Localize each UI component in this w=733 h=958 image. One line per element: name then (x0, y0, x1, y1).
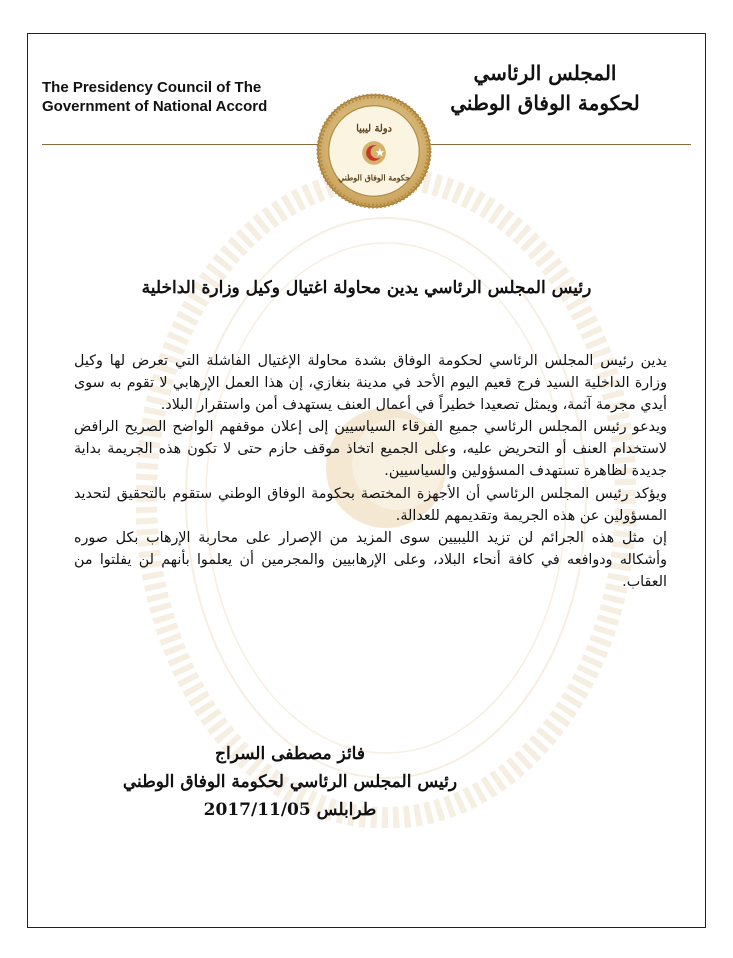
crescent-star-icon (362, 141, 386, 165)
signatory-name: فائز مصطفى السراج (215, 744, 365, 764)
header-org-arabic-line2: لحكومة الوفاق الوطني (450, 91, 640, 115)
body-paragraph-3: ويؤكد رئيس المجلس الرئاسي أن الأجهزة المختصة بحكومة الوفاق الوطني ستقوم بالتحقيق لتحديد المسؤولين عن هذه الجريمة وتقديمهم للعدالة. (74, 485, 667, 524)
state-seal-logo (315, 92, 433, 210)
header-org-arabic-line1: المجلس الرئاسي (473, 61, 617, 85)
signatory-position: رئيس المجلس الرئاسي لحكومة الوفاق الوطني (122, 772, 458, 792)
body-paragraph-1: يدين رئيس المجلس الرئاسي لحكومة الوفاق بشدة محاولة الإغتيال الفاشلة التي تعرض لها وكيل وزارة الداخلية السيد فرج قعيم اليوم الأحد في مدينة بنغازي، إن هذا العمل الإرهابي لا تقوم به سوى أيدي مجرمة آثمة، ويمثل تصعيدا خطيراً في أعمال العنف يستهدف أمن واستقرار البلاد. (74, 353, 667, 414)
header-org-english-line2: Government of National Accord (42, 98, 268, 115)
statement-title: رئيس المجلس الرئاسي يدين محاولة اغتيال وكيل وزارة الداخلية (141, 278, 592, 298)
header-org-arabic (440, 58, 650, 118)
seal-bottom-text: حكومة الوفاق الوطني (338, 173, 410, 183)
signature-block (100, 740, 480, 824)
signature-place: طرابلس (316, 800, 377, 820)
place-date (100, 796, 480, 824)
body-paragraph-2: ويدعو رئيس المجلس الرئاسي جميع الفرقاء السياسيين إلى إعلان موقفهم الواضح الصريح الرافض لاستخدام العنف أو التحريض عليه، وعلى الجميع اتخاذ موقف حازم حتى لا تكون هذه الجريمة بداية جديدة لظاهرة تستهدف المسؤولين والسياسيين. (74, 419, 667, 480)
body-paragraph-4: إن مثل هذه الجرائم لن تزيد الليبيين سوى المزيد من الإصرار على محاربة الإرهاب بكل صوره وأشكاله ودوافعه في كافة أنحاء البلاد، وعلى الإرهابيين والمجرمين أن يعلموا بأنهم لن يفلتوا من العقاب. (74, 529, 667, 590)
seal-top-text: دولة ليبيا (356, 123, 392, 135)
signature-date: 2017/11/05 (203, 800, 311, 820)
header-org-english (42, 78, 267, 116)
statement-body (74, 350, 667, 593)
header-org-english-line1: The Presidency Council of The (42, 79, 262, 96)
